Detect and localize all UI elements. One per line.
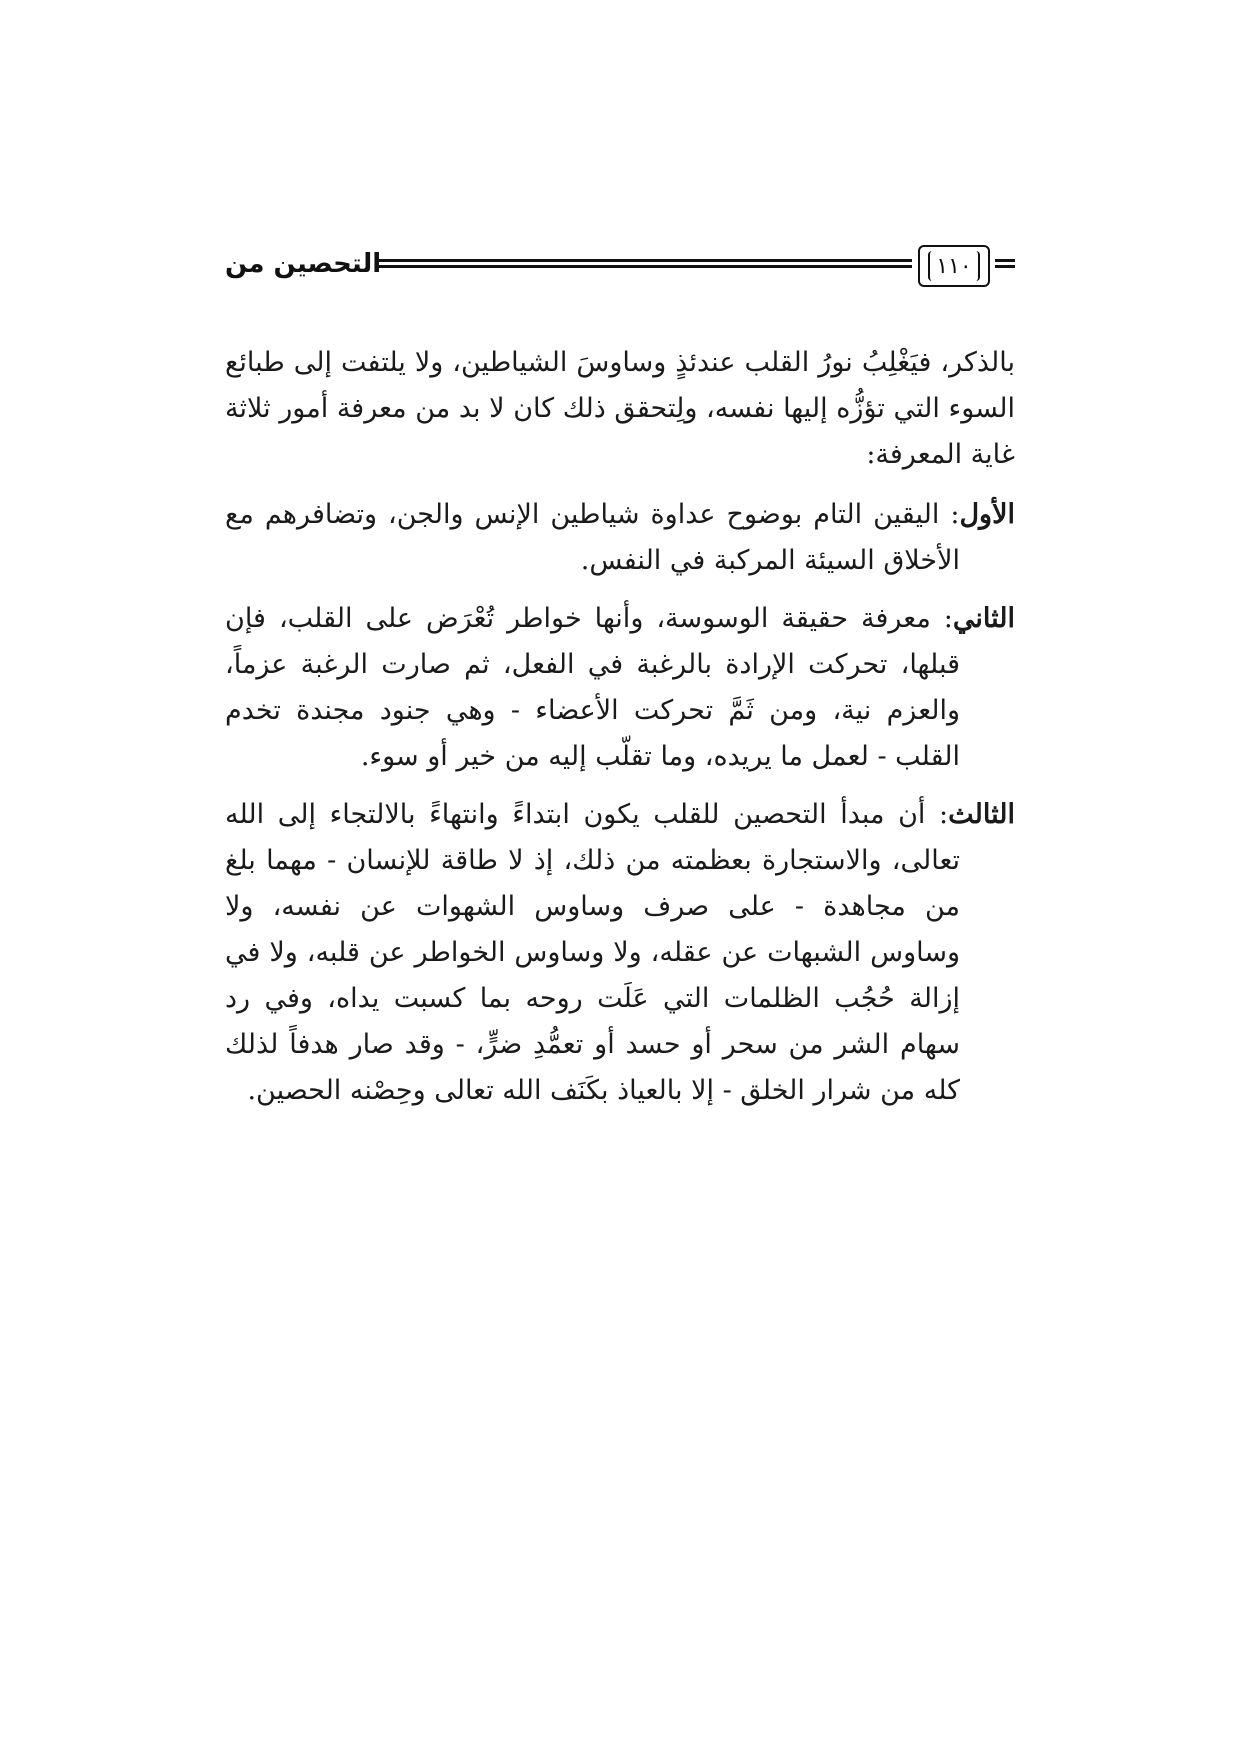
page-body	[225, 340, 1015, 1126]
list-item-first	[225, 492, 1015, 584]
item-text: : معرفة حقيقة الوسوسة، وأنها خواطر تُعْرَض على القلب، فإن قبلها، تحركت الإرادة بالرغبة في الفعل، ثم صارت الرغبة عزماً، والعزم نية، ومن ثَمَّ تحركت الأعضاء - وهي جنود مجندة تخدم القلب - لعمل ما يريده، وما تقلّب إليه من خير أو سوء.	[225, 603, 960, 772]
header-double-rule	[377, 259, 912, 268]
running-title: التحصين من	[225, 249, 382, 279]
item-label: الأول	[959, 499, 1015, 530]
item-text: : اليقين التام بوضوح عداوة شياطين الإنس والجن، وتضافرهم مع الأخلاق السيئة المركبة في النفس.	[225, 499, 960, 576]
list-item-third	[225, 792, 1015, 1114]
intro-paragraph: بالذكر، فيَغْلِبُ نورُ القلب عندئذٍ وساوسَ الشياطين، ولا يلتفت إلى طبائع السوء التي تؤزُّه إليها نفسه، ولِتحقق ذلك كان لا بد من معرفة أمور ثلاثة غاية المعرفة:	[225, 347, 1015, 470]
item-text: : أن مبدأ التحصين للقلب يكون ابتداءً وانتهاءً بالالتجاء إلى الله تعالى، والاستجارة بعظمته من ذلك، إذ لا طاقة للإنسان - مهما بلغ من مجاهدة - على صرف وساوس الشهوات عن نفسه، ولا وساوس الشبهات عن عقله، ولا وساوس الخواطر عن قلبه، ولا في إزالة حُجُب الظلمات التي عَلَت روحه بما كسبت يداه، وفي رد سهام الشر من سحر أو حسد أو تعمُّدِ ضرٍّ، - وقد صار هدفاً لذلك كله من شرار الخلق - إلا بالعياذ بكَنَف الله تعالى وحِصْنه الحصين.	[225, 799, 960, 1106]
item-label: الثاني	[952, 603, 1015, 634]
page-number: ١١٠	[936, 254, 972, 279]
header-double-rule-short	[995, 259, 1015, 268]
list-item-second	[225, 596, 1015, 780]
page-header	[225, 245, 1015, 295]
item-label: الثالث	[948, 799, 1015, 830]
page-number-frame	[918, 245, 990, 287]
